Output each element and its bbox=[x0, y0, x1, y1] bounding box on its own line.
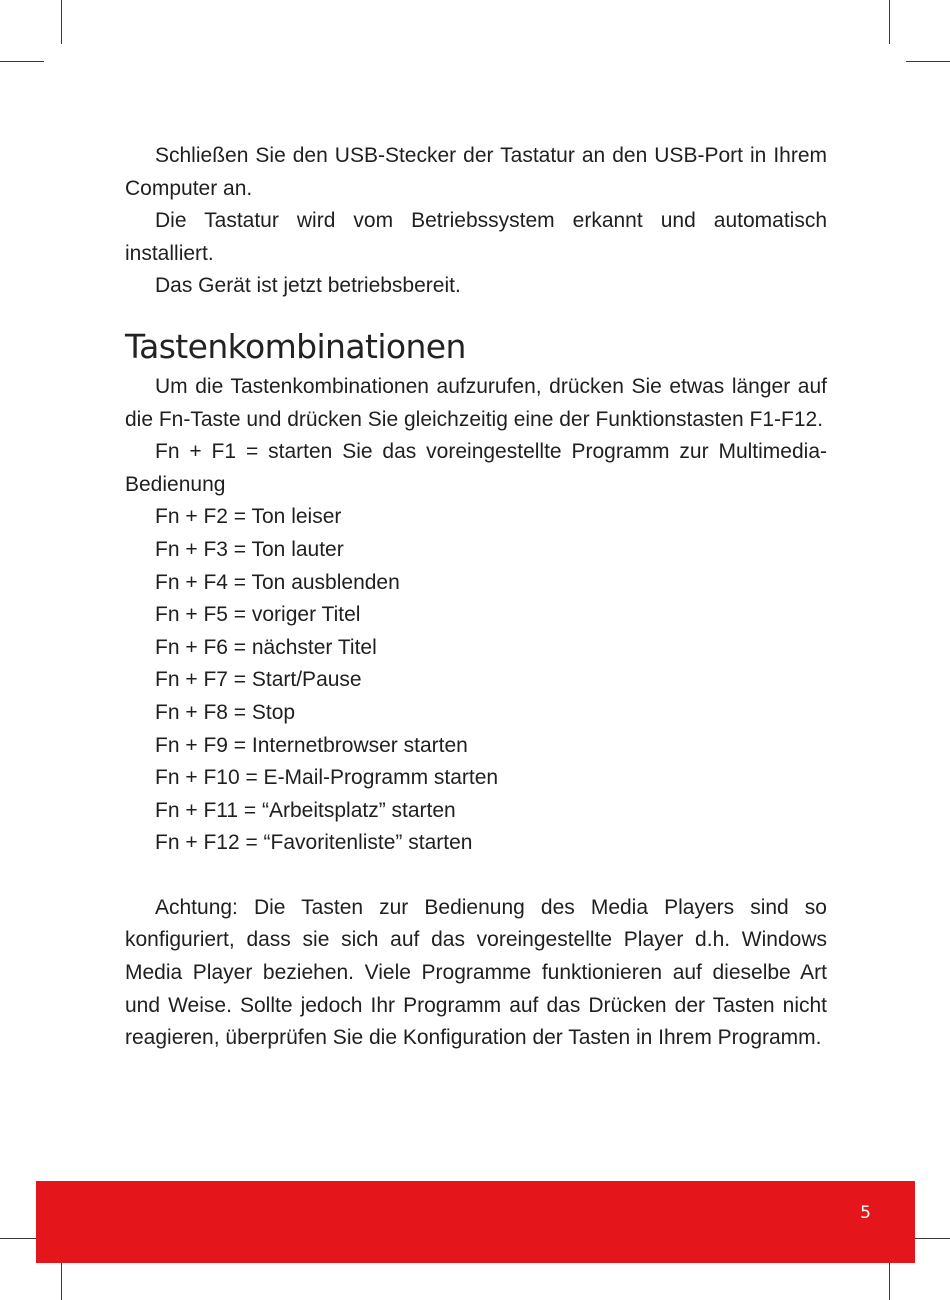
combo-item: Fn + F3 = Ton lauter bbox=[155, 537, 344, 561]
combo-item: Fn + F1 = starten Sie das voreingestellte Programm zur Multimedia-Bedienung bbox=[125, 440, 827, 496]
footer-bar bbox=[36, 1181, 915, 1263]
intro-paragraph: Schließen Sie den USB-Stecker der Tastatur an den USB-Port in Ihrem Computer an. bbox=[125, 144, 827, 200]
page-number: 5 bbox=[860, 1203, 871, 1223]
crop-mark bbox=[0, 61, 44, 62]
combo-item: Fn + F2 = Ton leiser bbox=[155, 505, 342, 529]
note-paragraph: Achtung: Die Tasten zur Bedienung des Media Players sind so konfiguriert, dass sie sich auf das voreingestellte Player d.h. Windows Media Player beziehen. Viele Programme funktionieren auf dieselbe Art und Weise. Sollte jedoch Ihr Programm auf das Drücken der Tasten nicht reagieren, überprüfen Sie die Konfiguration der Tasten in Ihrem Programm. bbox=[125, 895, 827, 1050]
combo-item: Fn + F4 = Ton ausblenden bbox=[155, 570, 400, 594]
intro-paragraph: Die Tastatur wird vom Betriebssystem erkannt und automatisch installiert. bbox=[125, 209, 827, 265]
combo-item: Fn + F9 = Internetbrowser starten bbox=[155, 733, 468, 757]
spacer bbox=[125, 860, 827, 892]
crop-mark bbox=[889, 0, 890, 44]
crop-mark bbox=[61, 0, 62, 44]
section-heading: Tastenkombinationen bbox=[125, 326, 466, 366]
page-content bbox=[125, 140, 827, 1055]
combo-item: Fn + F12 = “Favoritenliste” starten bbox=[155, 831, 473, 855]
combo-intro-paragraph: Um die Tastenkombinationen aufzurufen, drücken Sie etwas länger auf die Fn-Taste und drücken Sie gleichzeitig eine der Funktionstasten F1-F12. bbox=[125, 374, 827, 431]
key-combination-list bbox=[125, 501, 827, 860]
combo-item: Fn + F11 = “Arbeitsplatz” starten bbox=[155, 798, 456, 822]
intro-paragraph: Das Gerät ist jetzt betriebsbereit. bbox=[155, 274, 461, 298]
combo-item: Fn + F5 = voriger Titel bbox=[155, 603, 361, 627]
crop-mark bbox=[906, 61, 950, 62]
combo-item: Fn + F8 = Stop bbox=[155, 700, 296, 724]
combo-item: Fn + F7 = Start/Pause bbox=[155, 668, 362, 692]
combo-item: Fn + F10 = E-Mail-Programm starten bbox=[155, 766, 499, 790]
combo-item: Fn + F6 = nächster Titel bbox=[155, 635, 377, 659]
